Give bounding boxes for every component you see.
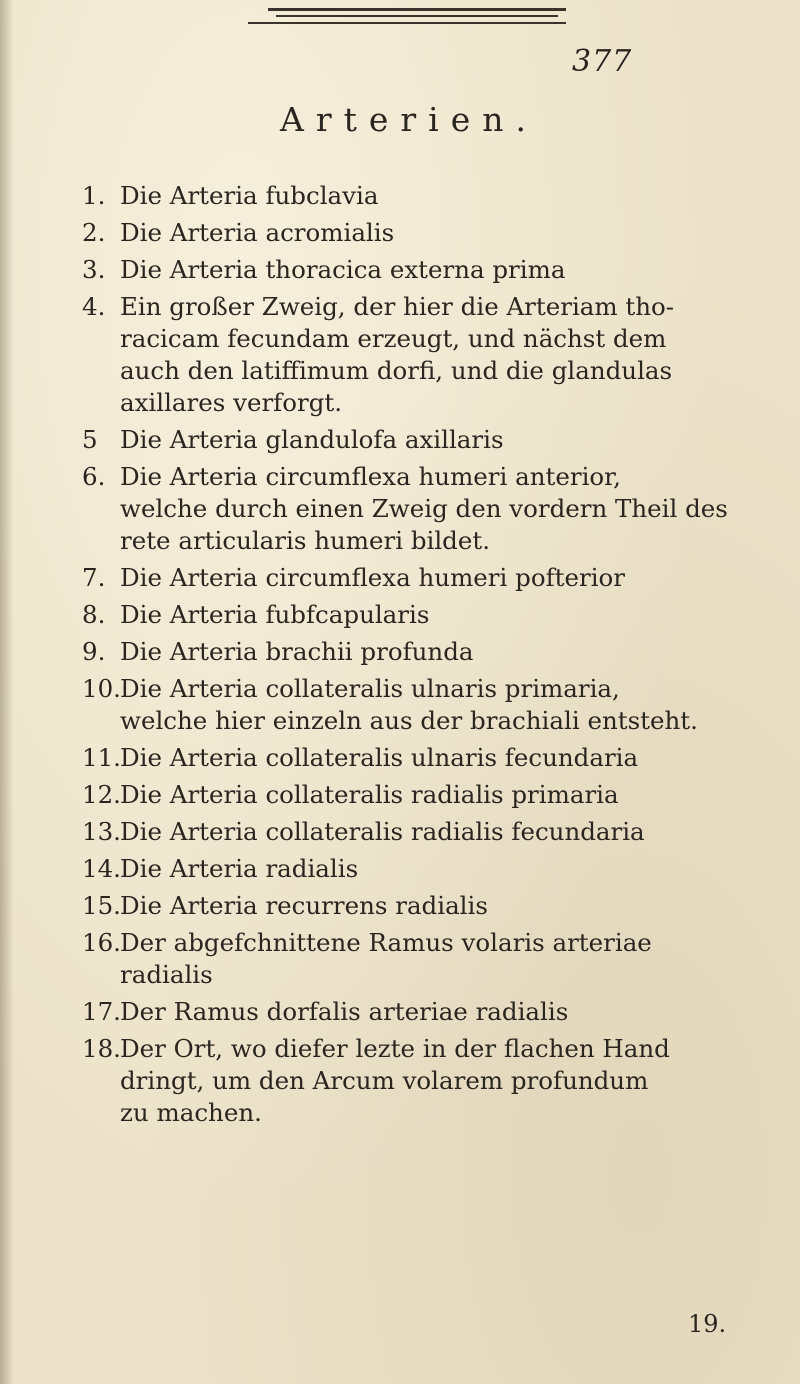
header-rule bbox=[268, 8, 566, 11]
item-number: 1. bbox=[82, 181, 106, 210]
item-text: Die Arteria fubclavia bbox=[120, 181, 379, 210]
item-text: Die Arteria circumflexa humeri pofterior bbox=[120, 563, 625, 592]
list-item bbox=[82, 461, 742, 493]
list-item bbox=[82, 1033, 742, 1065]
item-number: 13. bbox=[82, 817, 121, 846]
item-number: 9. bbox=[82, 637, 106, 666]
list-item bbox=[82, 424, 742, 456]
list-item bbox=[82, 291, 742, 323]
item-text-continuation: dringt, um den Arcum volarem profundum bbox=[120, 1066, 649, 1095]
list-item bbox=[82, 562, 742, 594]
item-number: 5 bbox=[82, 425, 98, 454]
item-text: Die Arteria radialis bbox=[120, 854, 359, 883]
header-rule bbox=[248, 22, 566, 24]
item-text: Die Arteria collateralis ulnaris fecundaria bbox=[120, 743, 639, 772]
item-text-continuation: auch den latiffimum dorfi, und die glandulas bbox=[120, 356, 673, 385]
page-gutter-shadow bbox=[0, 0, 14, 1384]
page-number: 377 bbox=[572, 44, 633, 79]
header-rule bbox=[276, 15, 558, 17]
item-number: 15. bbox=[82, 891, 121, 920]
item-number: 14. bbox=[82, 854, 121, 883]
item-number: 4. bbox=[82, 292, 106, 321]
item-number: 2. bbox=[82, 218, 106, 247]
item-text: Die Arteria brachii profunda bbox=[120, 637, 474, 666]
item-number: 18. bbox=[82, 1034, 121, 1063]
item-text-continuation: radialis bbox=[120, 960, 213, 989]
item-text: Die Arteria recurrens radialis bbox=[120, 891, 488, 920]
item-text-continuation: welche durch einen Zweig den vordern Theil des bbox=[120, 494, 728, 523]
list-item bbox=[82, 217, 742, 249]
item-text-continuation: rete articularis humeri bildet. bbox=[120, 526, 490, 555]
item-text: Der abgefchnittene Ramus volaris arteriae bbox=[120, 928, 652, 957]
item-text: Die Arteria collateralis radialis primaria bbox=[120, 780, 619, 809]
item-number: 17. bbox=[82, 997, 121, 1026]
list-item bbox=[82, 996, 742, 1028]
item-text: Die Arteria glandulofa axillaris bbox=[120, 425, 504, 454]
list-item bbox=[82, 890, 742, 922]
item-text-continuation: zu machen. bbox=[120, 1098, 262, 1127]
item-text: Der Ramus dorfalis arteriae radialis bbox=[120, 997, 569, 1026]
catchword: 19. bbox=[688, 1310, 727, 1338]
list-item bbox=[82, 853, 742, 885]
item-text-continuation: axillares verforgt. bbox=[120, 388, 343, 417]
list-item bbox=[82, 599, 742, 631]
list-item bbox=[82, 742, 742, 774]
list-item bbox=[82, 927, 742, 959]
list-item bbox=[82, 254, 742, 286]
list-item bbox=[82, 180, 742, 212]
item-text: Die Arteria acromialis bbox=[120, 218, 395, 247]
item-text: Ein großer Zweig, der hier die Arteriam tho- bbox=[120, 292, 675, 321]
item-number: 8. bbox=[82, 600, 106, 629]
item-number: 7. bbox=[82, 563, 106, 592]
item-number: 10. bbox=[82, 674, 121, 703]
item-number: 11. bbox=[82, 743, 121, 772]
list-item bbox=[82, 816, 742, 848]
item-text-continuation: welche hier einzeln aus der brachiali entsteht. bbox=[120, 706, 698, 735]
item-text: Die Arteria thoracica externa prima bbox=[120, 255, 566, 284]
item-number: 16. bbox=[82, 928, 121, 957]
page-heading: Arterien. bbox=[280, 100, 538, 139]
list-item bbox=[82, 779, 742, 811]
item-text: Die Arteria fubfcapularis bbox=[120, 600, 430, 629]
item-text: Die Arteria collateralis ulnaris primaria, bbox=[120, 674, 620, 703]
item-text-continuation: racicam fecundam erzeugt, und nächst dem bbox=[120, 324, 667, 353]
item-number: 3. bbox=[82, 255, 106, 284]
list-item bbox=[82, 636, 742, 668]
item-text: Die Arteria collateralis radialis fecundaria bbox=[120, 817, 645, 846]
list-item bbox=[82, 673, 742, 705]
item-text: Der Ort, wo diefer lezte in der flachen Hand bbox=[120, 1034, 670, 1063]
item-number: 12. bbox=[82, 780, 121, 809]
item-number: 6. bbox=[82, 462, 106, 491]
item-text: Die Arteria circumflexa humeri anterior, bbox=[120, 462, 621, 491]
